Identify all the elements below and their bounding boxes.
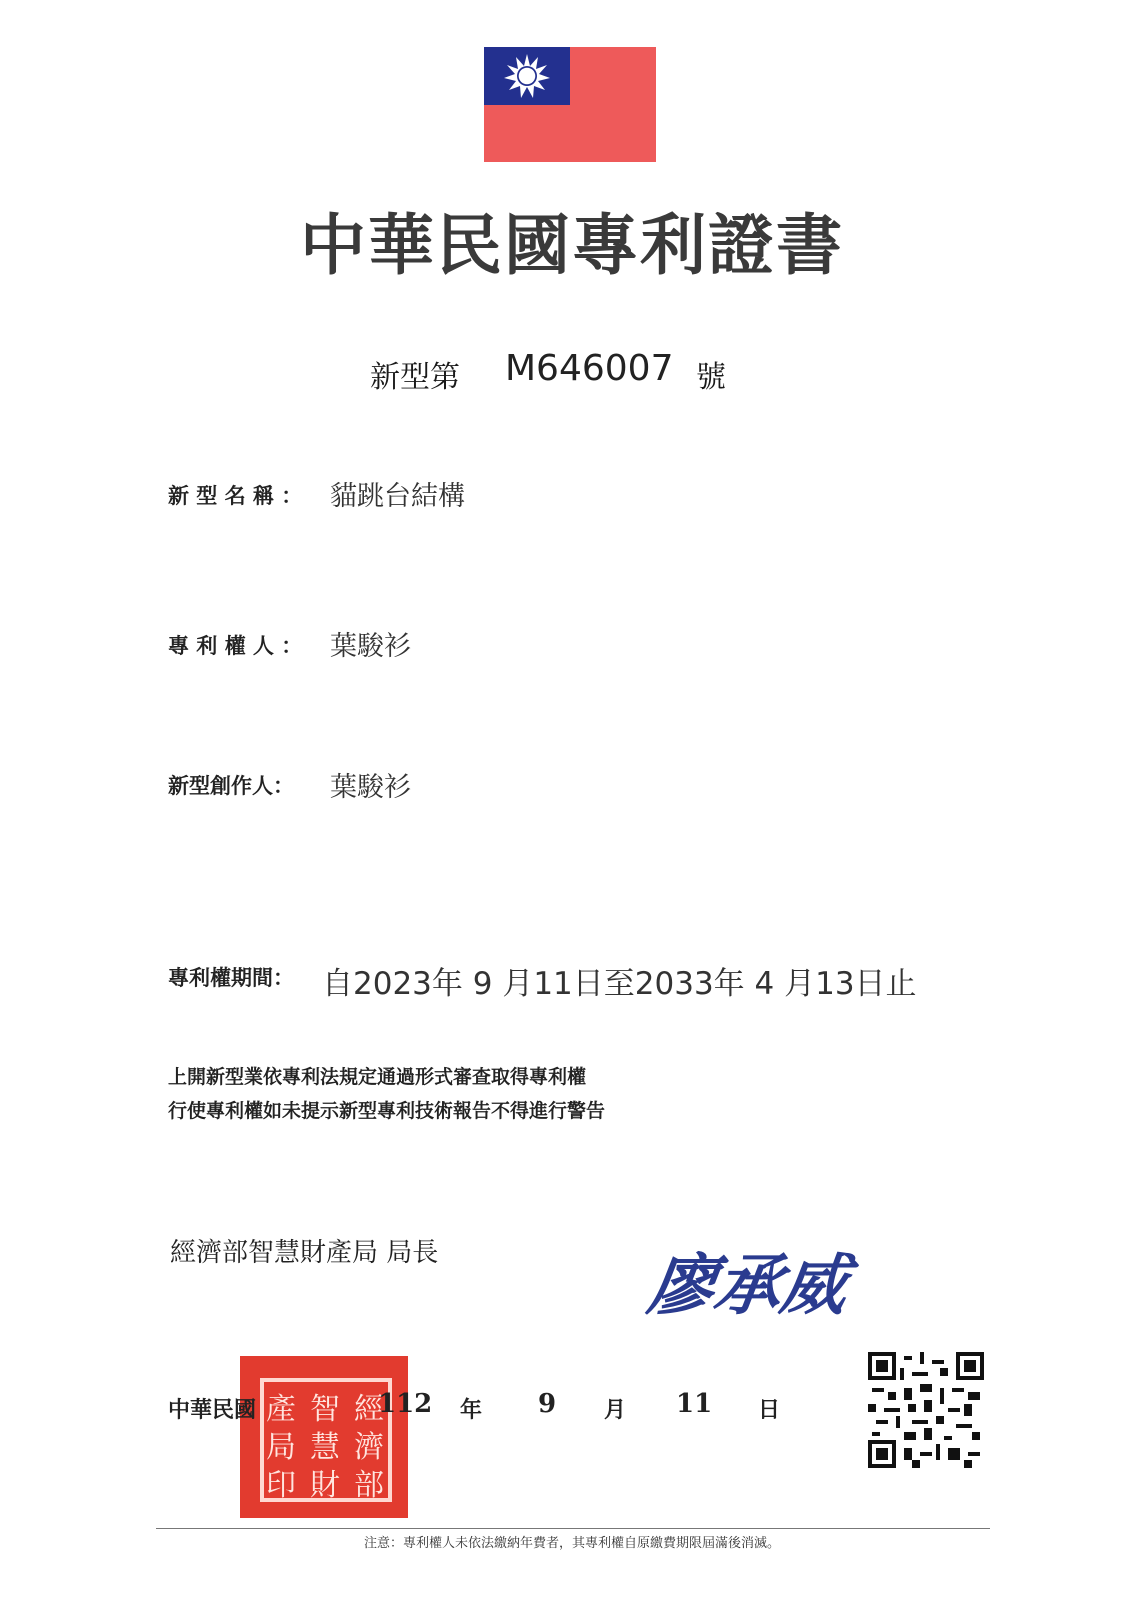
creator-label: 新型創作人： xyxy=(168,774,294,798)
utility-name-label: 新 型 名 稱 ： xyxy=(168,484,303,508)
qr-code-icon xyxy=(868,1352,984,1468)
date-month-unit: 月 xyxy=(604,1397,627,1423)
date-era: 中華民國 xyxy=(168,1397,257,1423)
patentee-value: 葉駿衫 xyxy=(330,631,411,662)
patent-number-label: 新型第 xyxy=(370,360,460,395)
seal-char: 財 xyxy=(310,1468,340,1503)
flag-canton xyxy=(484,47,570,105)
seal-char: 經 xyxy=(354,1392,384,1427)
date-year-unit: 年 xyxy=(460,1397,483,1423)
seal-char: 慧 xyxy=(310,1430,340,1465)
date-day: 11 xyxy=(676,1389,713,1419)
creator-value: 葉駿衫 xyxy=(330,772,411,803)
white-sun-icon xyxy=(484,47,570,105)
official-seal xyxy=(240,1356,408,1518)
date-month: 9 xyxy=(538,1389,557,1419)
date-day-unit: 日 xyxy=(758,1397,781,1423)
seal-char: 部 xyxy=(354,1468,384,1503)
seal-char: 局 xyxy=(266,1430,296,1465)
date-year: 112 xyxy=(378,1389,433,1419)
patent-term-value: 自2023年 9 月11日至2033年 4 月13日止 xyxy=(322,966,917,1002)
utility-name-value: 貓跳台結構 xyxy=(330,481,465,512)
seal-char: 智 xyxy=(310,1392,340,1427)
legal-notice-line-2: 行使專利權如未提示新型專利技術報告不得進行警告 xyxy=(168,1100,606,1122)
certificate-title: 中華民國專利證書 xyxy=(300,206,844,284)
issuer-title: 經濟部智慧財產局 局長 xyxy=(170,1238,439,1268)
legal-notice-line-1: 上開新型業依專利法規定通過形式審查取得專利權 xyxy=(168,1066,587,1088)
qr-code xyxy=(868,1352,984,1468)
footer-divider xyxy=(156,1528,990,1529)
footer-note: 注意：專利權人未依法繳納年費者，其專利權自原繳費期限屆滿後消滅。 xyxy=(363,1536,780,1551)
patent-number-suffix: 號 xyxy=(696,360,726,395)
legal-notice xyxy=(168,1060,605,1128)
national-flag xyxy=(484,47,656,162)
patent-number: M646007 xyxy=(505,348,674,389)
seal-char: 產 xyxy=(266,1392,296,1427)
seal-char: 印 xyxy=(266,1468,296,1503)
seal-char: 濟 xyxy=(354,1430,384,1465)
patent-term-label: 專利權期間： xyxy=(168,966,294,990)
patentee-label: 專 利 權 人 ： xyxy=(168,634,303,658)
director-signature: 廖承威 xyxy=(643,1246,853,1324)
